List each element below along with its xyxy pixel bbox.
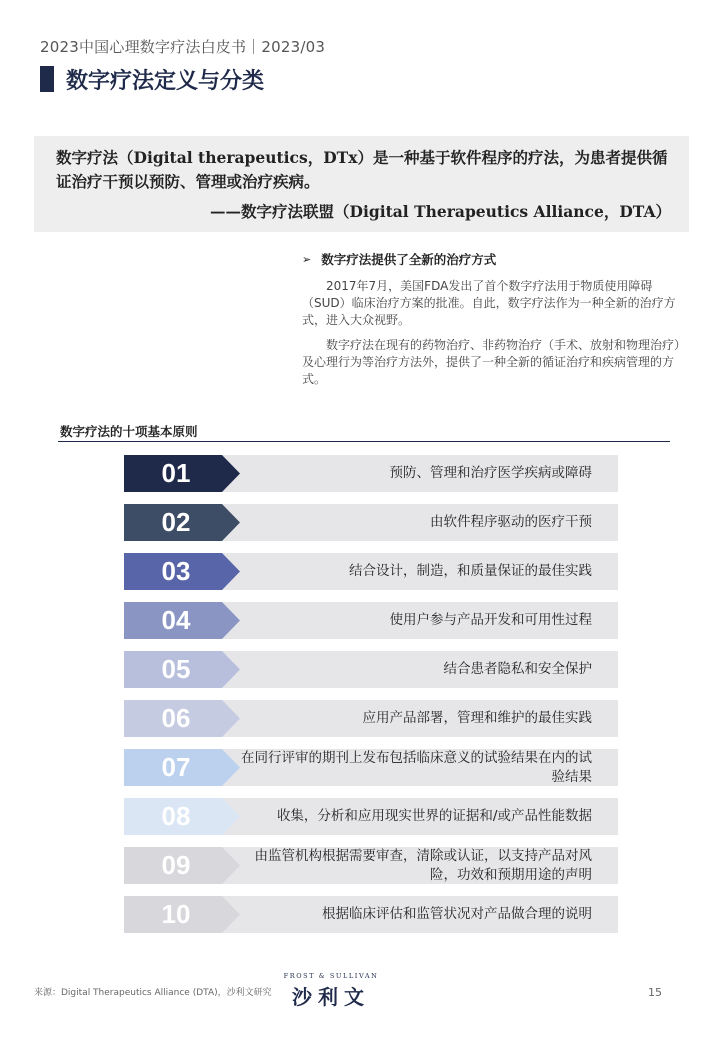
principle-number: 04 bbox=[161, 605, 191, 635]
principle-number: 05 bbox=[161, 654, 191, 684]
definition-quote-box bbox=[34, 136, 689, 232]
principle-text: 预防、管理和治疗医学疾病或障碍 bbox=[389, 465, 592, 481]
principle-number: 07 bbox=[161, 752, 191, 782]
principle-number-badge bbox=[124, 749, 240, 786]
definition-quote-text: 数字疗法（Digital therapeutics，DTx）是一种基于软件程序的疗法，为患者提供循证治疗干预以预防、管理或治疗疾病。 bbox=[56, 148, 668, 191]
principle-number: 08 bbox=[161, 801, 191, 831]
title-accent-bar bbox=[40, 66, 54, 92]
section-divider bbox=[58, 441, 670, 442]
principle-row bbox=[124, 896, 618, 933]
info-paragraph: 2017年7月，美国FDA发出了首个数字疗法用于物质使用障碍（SUD）临床治疗方案的批准。自此，数字疗法作为一种全新的治疗方式，进入大众视野。 bbox=[302, 279, 676, 327]
principle-text: 结合设计，制造，和质量保证的最佳实践 bbox=[349, 563, 592, 579]
principle-number: 02 bbox=[161, 507, 191, 537]
info-paragraph: 数字疗法在现有的药物治疗、非药物治疗（手术、放射和物理治疗）及心理行为等治疗方法外，提供了一种全新的循证治疗和疾病管理的方式。 bbox=[302, 338, 681, 386]
info-heading-text: 数字疗法提供了全新的治疗方式 bbox=[321, 252, 497, 267]
principle-number: 10 bbox=[161, 899, 191, 929]
principles-section-label: 数字疗法的十项基本原则 bbox=[60, 424, 198, 439]
principle-number-badge bbox=[124, 553, 240, 590]
principle-text: 由软件程序驱动的医疗干预 bbox=[430, 514, 592, 530]
principle-number-badge bbox=[124, 798, 240, 835]
principle-row bbox=[124, 553, 618, 590]
page-number: 15 bbox=[648, 986, 662, 999]
principle-row bbox=[124, 602, 618, 639]
principle-number-badge bbox=[124, 700, 240, 737]
principle-text: 由监管机构根据需要审查，清除或认证，以支持产品对风险，功效和预期用途的声明 bbox=[254, 847, 592, 883]
principle-text: 应用产品部署，管理和维护的最佳实践 bbox=[362, 710, 592, 726]
report-header: 2023中国心理数字疗法白皮书｜2023/03 bbox=[40, 38, 326, 56]
principle-row bbox=[124, 847, 618, 884]
principle-text: 结合患者隐私和安全保护 bbox=[443, 661, 592, 677]
principle-row bbox=[124, 749, 618, 786]
principle-text: 在同行评审的期刊上发布包括临床意义的试验结果在内的试验结果 bbox=[241, 749, 592, 785]
logo-english: FROST & SULLIVAN bbox=[283, 972, 379, 980]
frost-sullivan-logo bbox=[276, 972, 386, 1010]
principle-row bbox=[124, 651, 618, 688]
page-title: 数字疗法定义与分类 bbox=[66, 69, 265, 94]
principle-number-badge bbox=[124, 455, 240, 492]
principle-text: 使用户参与产品开发和可用性过程 bbox=[389, 612, 592, 628]
principle-number: 01 bbox=[161, 458, 191, 488]
principle-number-badge bbox=[124, 504, 240, 541]
arrow-bullet-icon: ➢ bbox=[302, 252, 312, 266]
principle-row bbox=[124, 504, 618, 541]
footer-source: 来源：Digital Therapeutics Alliance (DTA)，沙利文研究 bbox=[34, 988, 272, 998]
definition-quote-source: ——数字疗法联盟（Digital Therapeutics Alliance，DTA） bbox=[210, 202, 671, 221]
principle-number-badge bbox=[124, 896, 240, 933]
principle-number: 09 bbox=[161, 850, 191, 880]
info-heading bbox=[302, 250, 684, 268]
principle-number-badge bbox=[124, 651, 240, 688]
principle-number-badge bbox=[124, 602, 240, 639]
principle-row bbox=[124, 455, 618, 492]
principle-number-badge bbox=[124, 847, 240, 884]
principle-number: 03 bbox=[161, 556, 191, 586]
principle-row bbox=[124, 798, 618, 835]
principle-row bbox=[124, 700, 618, 737]
principle-text: 根据临床评估和监管状况对产品做合理的说明 bbox=[322, 906, 592, 922]
logo-chinese: 沙利文 bbox=[292, 985, 370, 1009]
info-section bbox=[302, 250, 684, 388]
principle-text: 收集，分析和应用现实世界的证据和/或产品性能数据 bbox=[276, 808, 592, 824]
principle-number: 06 bbox=[161, 703, 191, 733]
